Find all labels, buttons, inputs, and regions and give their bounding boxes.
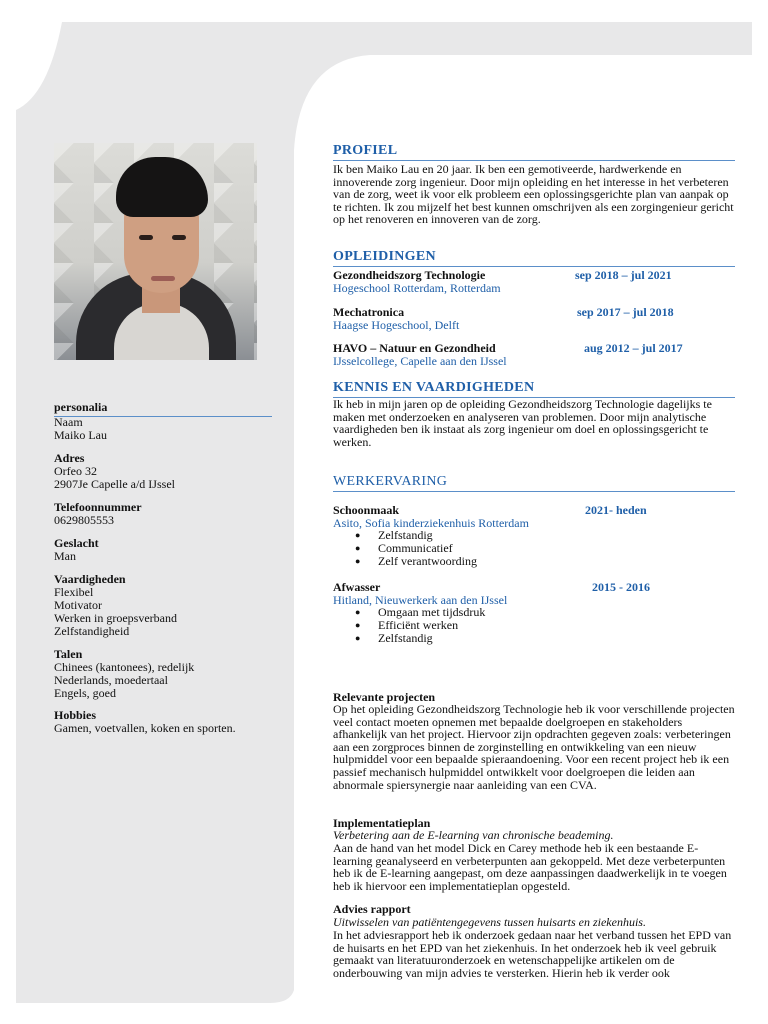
advies-title: Advies rapport [333, 902, 411, 916]
list-item: ● Communicatief [355, 542, 477, 555]
list-item: ● Efficiënt werken [355, 619, 485, 632]
education-date: aug 2012 – jul 2017 [584, 341, 683, 355]
field-value: Zelfstandigheid [54, 624, 130, 638]
field-value: 2907Je Capelle a/d IJssel [54, 477, 175, 491]
list-item: ● Zelf verantwoording [355, 555, 477, 568]
education-school: Hogeschool Rotterdam, Rotterdam [333, 281, 501, 295]
implementatieplan-text: Aan de hand van het model Dick en Carey methode heb ik een bestaande E-learning geanalyseerd en verbeterpunten aan gekoppeld. Met deze verbeterpunten heb ik de E-learning aangepast, om deze aanpassingen daadwerkelijk in te voegen heb ik hiervoor een implementatieplan opgesteld. [333, 841, 727, 893]
field-label: Hobbies [54, 708, 97, 722]
section-heading-werkervaring: WERKERVARING [333, 474, 735, 492]
job-title: Schoonmaak [333, 503, 400, 517]
field-label: Talen [54, 647, 83, 661]
field-value: Werken in groepsverband [54, 611, 177, 625]
section-heading-opleidingen: OPLEIDINGEN [333, 249, 735, 267]
field-value: Engels, goed [54, 686, 116, 700]
education-title: Gezondheidszorg Technologie [333, 268, 486, 282]
profiel-text: Ik ben Maiko Lau en 20 jaar. Ik ben een gemotiveerde, hardwerkende en innoverende zorg ingenieur. Door mijn opleiding en het interesse in het verbeteren van de zorg, weet ik voor elk probleem een oplossingsgerichte plan van aanpak op te richten. Ik zou mijzelf het best kunnen omschrijven als een zorgingenieur gericht op het renoveren en innoveren van de zorg. [333, 162, 734, 227]
implementatieplan-title: Implementatieplan [333, 816, 431, 830]
field-label: Vaardigheden [54, 572, 126, 586]
job-bullets [355, 529, 477, 568]
projects-text: Op het opleiding Gezondheidszorg Technologie heb ik voor verschillende projecten veel contact moeten opnemen met bepaalde doelgroepen en stakeholders afhankelijk van het project. Hiervoor zijn opdrachten gegeven zoals: verbeteringen aan een zorgproces binnen de zorginstelling en ontwikkeling van een nieuw hulpmiddel voor een bepaalde spieraandoening. Voor een recent project heb ik een passief mechanisch hulpmiddel ontwikkelt voor doelgroepen die leiden aan abnormale spiersynergie naar aanleiding van een CVA. [333, 702, 735, 792]
section-heading-profiel: PROFIEL [333, 143, 735, 161]
section-heading-kennis: KENNIS EN VAARDIGHEDEN [333, 380, 735, 398]
field-value: Gamen, voetvallen, koken en sporten. [54, 721, 236, 735]
field-naam [54, 416, 274, 442]
field-value: Man [54, 549, 76, 563]
education-title: Mechatronica [333, 305, 405, 319]
field-adres [54, 452, 274, 491]
education-date: sep 2018 – jul 2021 [575, 268, 672, 282]
list-item: ● Zelfstandig [355, 632, 485, 645]
projects-title: Relevante projecten [333, 690, 436, 704]
list-item: ● Zelfstandig [355, 529, 477, 542]
advies-text: In het adviesrapport heb ik onderzoek gedaan naar het verband tussen het EPD van de huisarts en het EPD van het ziekenhuis. In het onderzoek heb ik veel gebruik gemaakt van literatuuronderzoek en wetenschappelijke artikelen om de onderbouwing van mijn advies te versterken. Hierin heb ik verder ook [333, 928, 732, 980]
field-value: Chinees (kantonees), redelijk [54, 660, 195, 674]
field-vaardigheden [54, 573, 274, 638]
education-school: IJsselcollege, Capelle aan den IJssel [333, 354, 507, 368]
field-talen [54, 648, 274, 700]
job-company: Asito, Sofia kinderziekenhuis Rotterdam [333, 516, 529, 530]
field-label: Adres [54, 451, 85, 465]
field-value: Orfeo 32 [54, 464, 97, 478]
profile-photo [54, 143, 257, 360]
education-school: Haagse Hogeschool, Delft [333, 318, 460, 332]
field-hobbies [54, 709, 274, 735]
personalia-heading: personalia [54, 400, 272, 417]
field-value: Motivator [54, 598, 102, 612]
implementatieplan-subtitle: Verbetering aan de E-learning van chronische beademing. [333, 828, 614, 842]
field-label: Naam [54, 415, 83, 429]
list-item: ● Omgaan met tijdsdruk [355, 606, 485, 619]
field-geslacht [54, 537, 274, 563]
education-date: sep 2017 – jul 2018 [577, 305, 674, 319]
field-value: Flexibel [54, 585, 94, 599]
field-label: Telefoonnummer [54, 500, 142, 514]
field-value: 0629805553 [54, 513, 114, 527]
job-date: 2021- heden [585, 503, 647, 517]
job-title: Afwasser [333, 580, 381, 594]
field-telefoon [54, 501, 274, 527]
field-value: Nederlands, moedertaal [54, 673, 168, 687]
field-label: Geslacht [54, 536, 99, 550]
job-date: 2015 - 2016 [592, 580, 650, 594]
education-title: HAVO – Natuur en Gezondheid [333, 341, 496, 355]
job-company: Hitland, Nieuwerkerk aan den IJssel [333, 593, 508, 607]
job-bullets [355, 606, 485, 645]
field-value: Maiko Lau [54, 428, 107, 442]
advies-subtitle: Uitwisselen van patiëntengegevens tussen huisarts en ziekenhuis. [333, 915, 646, 929]
kennis-text: Ik heb in mijn jaren op de opleiding Gezondheidszorg Technologie dagelijks te maken met onderzoeken en analyseren van problemen. Door mijn analytische vaardigheden ben ik instaat als zorg ingenieur om doel en oplossingsgericht te werken. [333, 397, 712, 449]
